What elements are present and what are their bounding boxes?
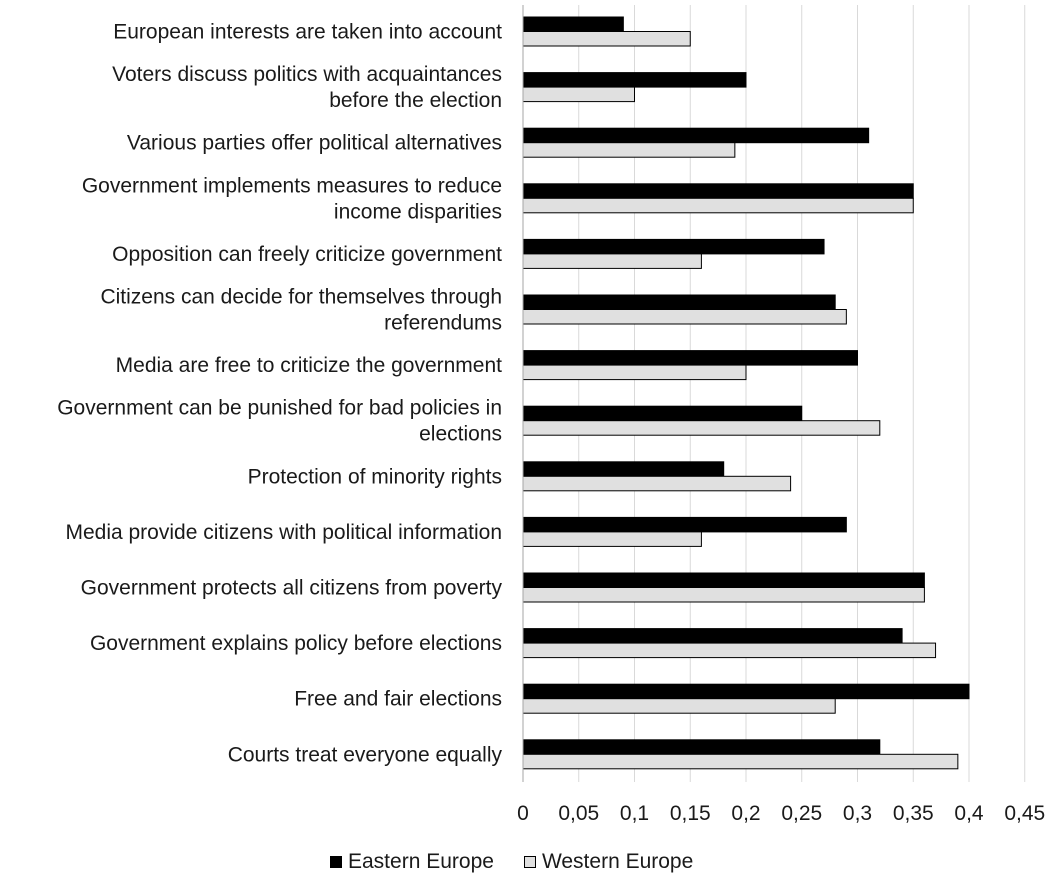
x-tick-label: 0 <box>517 802 529 825</box>
bar-eastern-europe <box>523 740 880 755</box>
bar-western-europe <box>523 254 701 269</box>
bar-western-europe <box>523 532 701 547</box>
bar-eastern-europe <box>523 684 969 699</box>
legend-label-eastern: Eastern Europe <box>348 850 494 873</box>
category-label: Government protects all citizens from poverty <box>80 576 502 600</box>
category-label: Various parties offer political alternatives <box>126 131 502 155</box>
x-tick-labels <box>517 802 1045 825</box>
category-label: Opposition can freely criticize government <box>112 242 502 266</box>
bar-eastern-europe <box>523 462 724 477</box>
bar-eastern-europe <box>523 351 858 366</box>
legend-item-eastern <box>330 850 494 874</box>
bar-eastern-europe <box>523 184 913 199</box>
x-tick-label: 0,05 <box>558 802 600 825</box>
x-tick-label: 0,35 <box>892 802 934 825</box>
bar-western-europe <box>523 310 846 325</box>
bar-western-europe <box>523 699 835 714</box>
bar-western-europe <box>523 476 791 491</box>
bar-western-europe <box>523 421 880 436</box>
bar-eastern-europe <box>523 17 623 32</box>
legend-swatch-eastern <box>330 856 342 868</box>
category-label: Free and fair elections <box>294 687 502 711</box>
bar-eastern-europe <box>523 629 902 644</box>
x-tick-label: 0,4 <box>954 802 984 825</box>
legend <box>330 848 693 876</box>
legend-swatch-western <box>524 856 536 868</box>
category-label: Media are free to criticize the government <box>115 354 502 378</box>
bar-eastern-europe <box>523 295 835 310</box>
bar-western-europe <box>523 198 913 213</box>
bar-eastern-europe <box>523 517 846 532</box>
category-labels <box>57 21 502 767</box>
bar-eastern-europe <box>523 128 869 143</box>
bar-western-europe <box>523 87 635 102</box>
category-label: before the election <box>329 89 502 113</box>
category-label: income disparities <box>333 200 502 224</box>
bar-western-europe <box>523 32 690 47</box>
bar-western-europe <box>523 643 936 658</box>
category-label: Government implements measures to reduce <box>81 174 502 198</box>
category-label: European interests are taken into account <box>113 20 502 44</box>
bar-eastern-europe <box>523 406 802 421</box>
grid-lines <box>579 5 1025 782</box>
x-tick-label: 0,1 <box>619 802 650 825</box>
legend-item-western <box>524 850 693 874</box>
legend-label-western: Western Europe <box>541 850 694 873</box>
x-tick-label: 0,3 <box>842 802 873 825</box>
x-tick-label: 0,45 <box>1004 802 1046 825</box>
x-tick-label: 0,25 <box>781 802 823 825</box>
category-label: Government can be punished for bad policies in <box>57 396 502 420</box>
bar-western-europe <box>523 588 924 603</box>
category-label: Voters discuss politics with acquaintances <box>112 63 502 87</box>
category-label: Courts treat everyone equally <box>227 743 502 767</box>
category-label: Government explains policy before elections <box>89 632 502 656</box>
category-label: Citizens can decide for themselves through <box>100 285 502 309</box>
category-label: referendums <box>384 311 502 335</box>
bar-eastern-europe <box>523 239 824 254</box>
category-label: elections <box>419 422 502 446</box>
bar-western-europe <box>523 143 735 158</box>
bar-eastern-europe <box>523 573 924 588</box>
bar-western-europe <box>523 365 746 380</box>
bar-western-europe <box>523 754 958 769</box>
x-tick-label: 0,2 <box>731 802 761 825</box>
bar-eastern-europe <box>523 73 746 88</box>
x-tick-label: 0,15 <box>669 802 711 825</box>
category-label: Media provide citizens with political information <box>65 520 502 544</box>
category-label: Protection of minority rights <box>247 465 502 489</box>
